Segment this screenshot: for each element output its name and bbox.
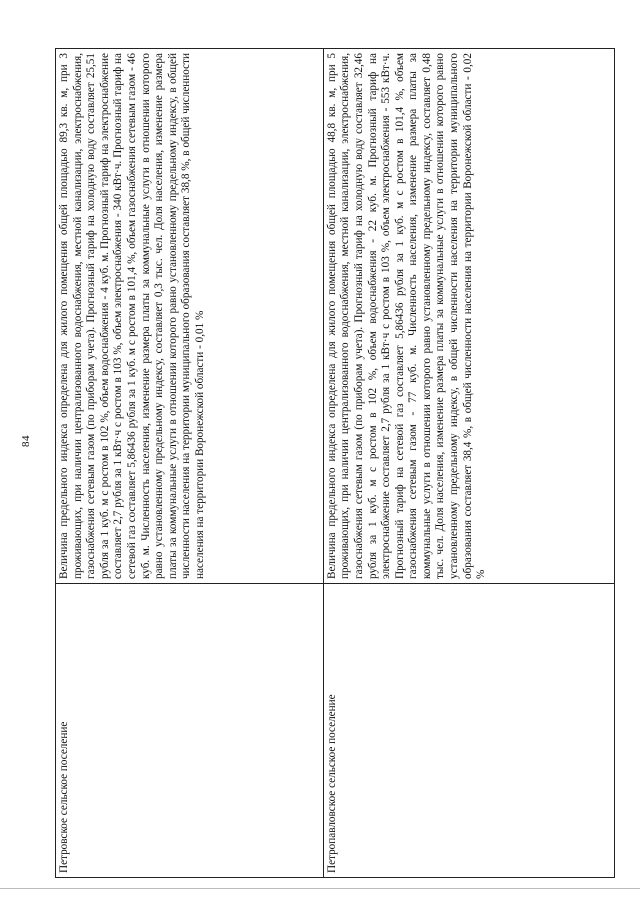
settlement-name-cell: Петровское сельское поселение [56,584,324,878]
table-row [323,49,614,878]
tariff-index-table [55,48,615,878]
rotated-table-container [55,48,615,878]
page-number: 84 [20,435,32,447]
scan-edge-line [0,888,640,889]
index-description-cell: Величина предельного индекса определена для жилого помещения общей площадью 89,3 кв. м, при 3 проживающих, при наличии централизованного водоснабжения, местной канализации, электроснабжения, газоснабжения сетевым газом (по приборам учета). Прогнозный тариф на холодную воду составляет 25,51 рубля за 1 куб. м с ростом в 102 %, объем водоснабжения - 4 куб. м. Прогнозный тариф на электроснабжение составляет 2,7 рубля за 1 кВт·ч с ростом в 103 %, объем электроснабжения - 340 кВт·ч. Прогнозный тариф на сетевой газ составляет 5,86436 рубля за 1 куб. м с ростом в 101,4 %, объем газоснабжения сетевым газом - 46 куб. м. Численность населения, изменение размера платы за коммунальные услуги в отношении которого равно установленному предельному индексу, составляет 0,3 тыс. чел. Доля населения, изменение размера платы за коммунальные услуги в отношении которого равно установленному предельному индексу, в общей численности населения на территории муниципального образования составляет 38,8 %, в общей численности населения на территории Воронежской области - 0,01 % [56,49,324,584]
table-row [56,49,324,878]
index-description-cell: Величина предельного индекса определена для жилого помещения общей площадью 48,8 кв. м, при 5 проживающих, при наличии централизованного водоснабжения, местной канализации, электроснабжения, газоснабжения сетевым газом (по приборам учета). Прогнозный тариф на холодную воду составляет 32,46 рубля за 1 куб. м с ростом в 102 %, объем водоснабжения - 22 куб. м. Прогнозный тариф на электроснабжение составляет 2,7 рубля за 1 кВт·ч с ростом в 103 %, объем электроснабжения - 553 кВт·ч. Прогнозный тариф на сетевой газ составляет 5,86436 рубля за 1 куб. м с ростом в 101,4 %, объем газоснабжения сетевым газом - 77 куб. м. Численность населения, изменение размера платы за коммунальные услуги в отношении которого равно установленному предельному индексу, составляет 0,48 тыс. чел. Доля населения, изменение размера платы за коммунальные услуги в отношении которого равно установленному предельному индексу, в общей численности населения на территории муниципального образования составляет 38,4 %, в общей численности населения на территории Воронежской области - 0,02 % [323,49,614,584]
settlement-name-cell: Петропавловское сельское поселение [323,584,614,878]
